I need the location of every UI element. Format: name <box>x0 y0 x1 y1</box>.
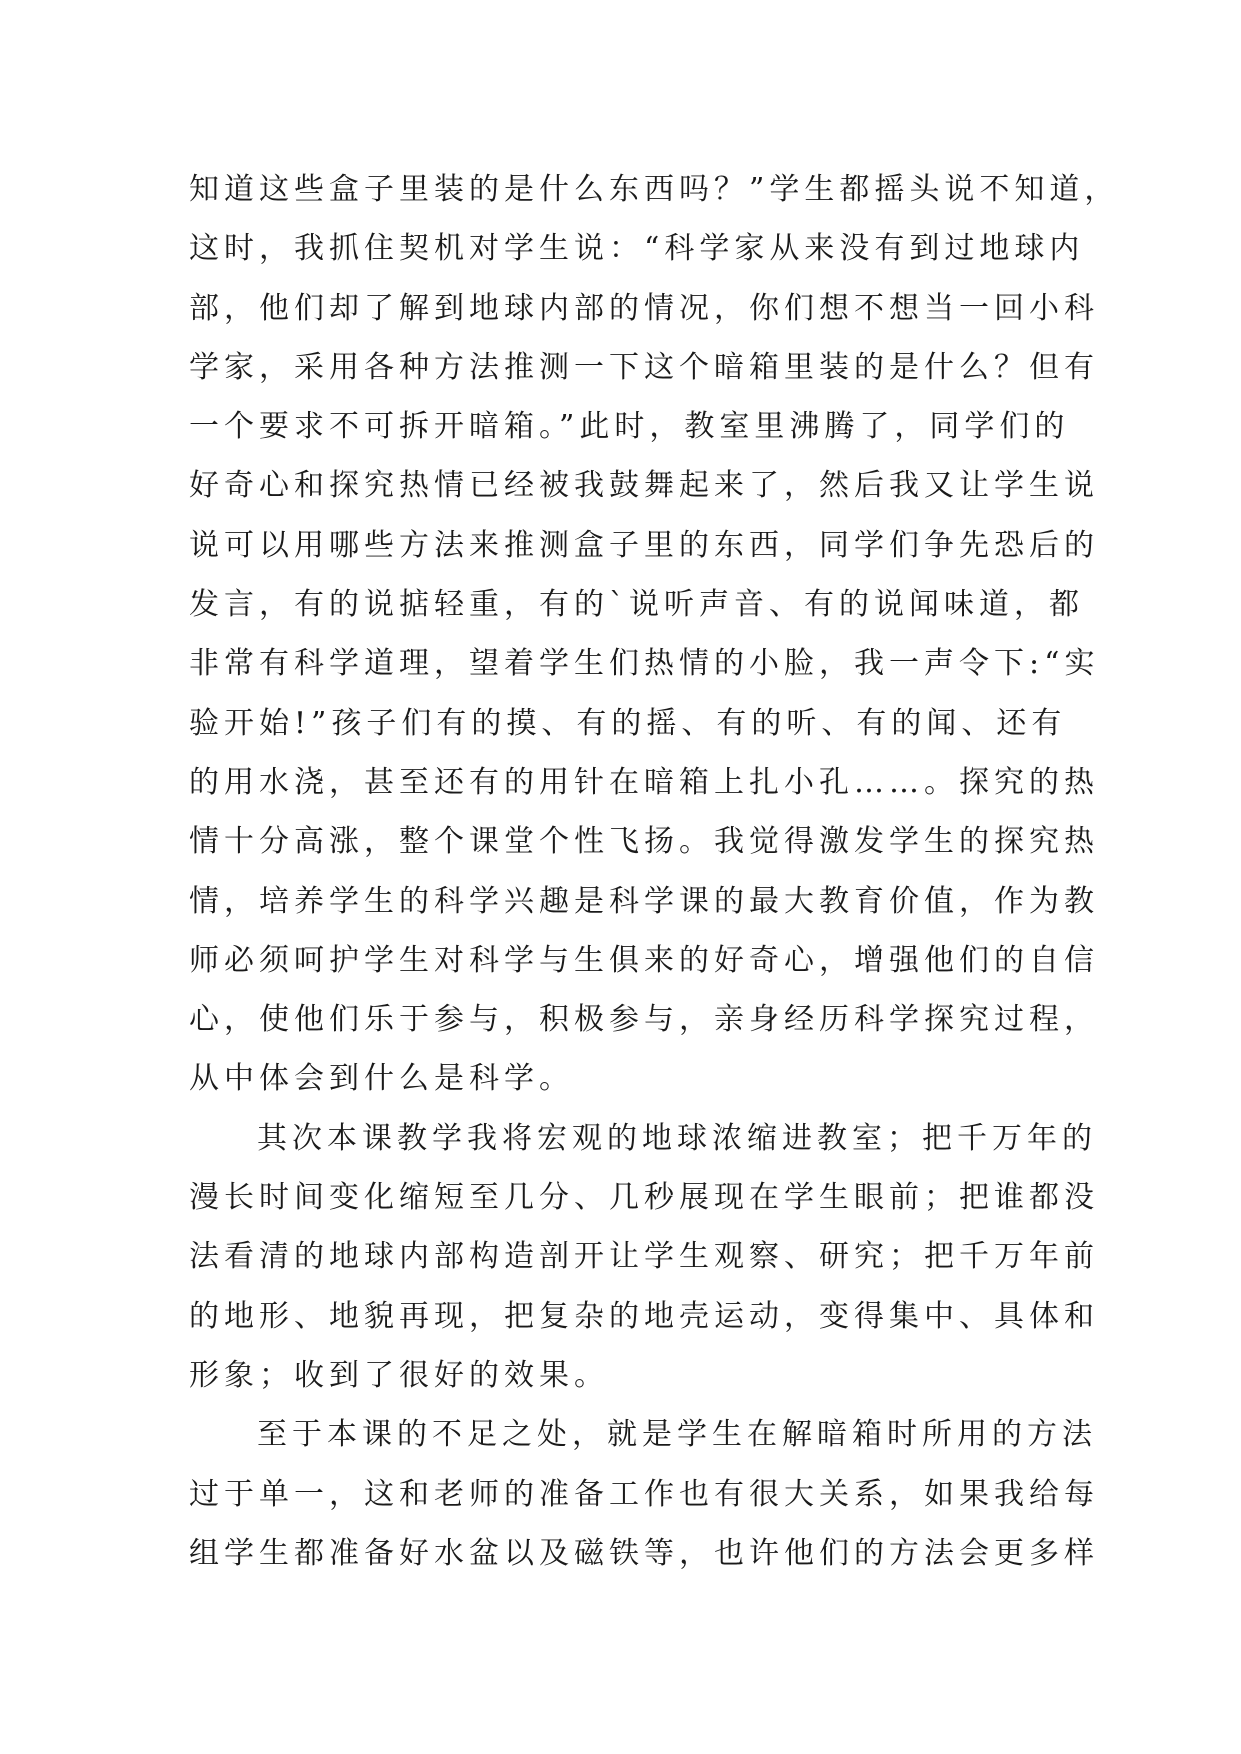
text-line: 法看清的地球内部构造剖开让学生观察、研究；把千万年前 <box>189 1239 1099 1275</box>
text-line: 知道这些盒子里装的是什么东西吗？”学生都摇头说不知道， <box>189 172 1120 207</box>
text-line: 的地形、地貌再现，把复杂的地壳运动，变得集中、具体和 <box>189 1298 1099 1334</box>
text-line: 发言，有的说掂轻重，有的`说听声音、有的说闻味道，都 <box>189 587 1084 623</box>
document-body <box>189 160 1120 1583</box>
text-line: 一个要求不可拆开暗箱。”此时，教室里沸腾了，同学们的 <box>189 409 1070 445</box>
text-line: 好奇心和探究热情已经被我鼓舞起来了，然后我又让学生说 <box>189 468 1099 504</box>
text-line: 形象；收到了很好的效果。 <box>189 1357 609 1393</box>
text-line: 师必须呵护学生对科学与生俱来的好奇心，增强他们的自信 <box>189 942 1099 978</box>
text-line: 心，使他们乐于参与，积极参与，亲身经历科学探究过程， <box>189 1002 1099 1038</box>
text-line: 的用水浇，甚至还有的用针在暗箱上扎小孔……。探究的热 <box>189 764 1099 800</box>
text-line: 过于单一，这和老师的准备工作也有很大关系，如果我给每 <box>189 1476 1099 1512</box>
text-line: 情十分高涨，整个课堂个性飞扬。我觉得激发学生的探究热 <box>189 824 1099 860</box>
text-line: 说可以用哪些方法来推测盒子里的东西，同学们争先恐后的 <box>189 527 1099 563</box>
text-line: 从中体会到什么是科学。 <box>189 1061 574 1097</box>
paragraph-first-line: 至于本课的不足之处，就是学生在解暗箱时所用的方法 <box>257 1417 1097 1453</box>
text-line: 漫长时间变化缩短至几分、几秒展现在学生眼前；把谁都没 <box>189 1180 1099 1216</box>
text-line: 部，他们却了解到地球内部的情况，你们想不想当一回小科 <box>189 290 1099 326</box>
text-line: 这时，我抓住契机对学生说：“科学家从来没有到过地球内 <box>189 231 1085 267</box>
text-line: 非常有科学道理，望着学生们热情的小脸，我一声令下:“实 <box>189 646 1100 682</box>
paragraph-first-line: 其次本课教学我将宏观的地球浓缩进教室；把千万年的 <box>257 1120 1097 1156</box>
text-line: 学家，采用各种方法推测一下这个暗箱里装的是什么？但有 <box>189 349 1099 385</box>
text-line: 验开始!”孩子们有的摸、有的摇、有的听、有的闻、还有 <box>189 705 1067 741</box>
text-line: 组学生都准备好水盆以及磁铁等，也许他们的方法会更多样 <box>189 1535 1099 1571</box>
text-line: 情，培养学生的科学兴趣是科学课的最大教育价值，作为教 <box>189 883 1099 919</box>
